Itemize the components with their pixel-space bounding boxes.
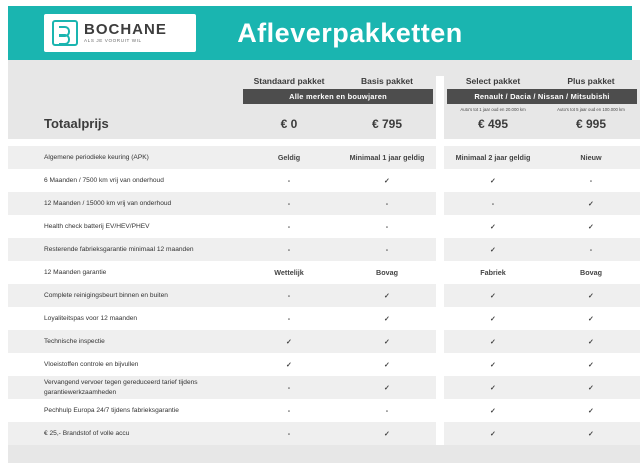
note-basis (338, 106, 436, 114)
footer-band-row (8, 445, 640, 463)
column-title-basis: Basis pakket (338, 76, 436, 89)
row-separator (436, 330, 444, 353)
page-title: Afleverpakketten (237, 17, 463, 48)
cell-value: - (240, 422, 338, 445)
feature-label: Vervangend vervoer tegen gereduceerd tarief tijdens garantiewerkzaamheden (8, 376, 240, 399)
row-separator (436, 376, 444, 399)
column-title-plus: Plus pakket (542, 76, 640, 89)
feature-label: Loyaliteitspas voor 12 maanden (8, 307, 240, 330)
subbar-empty-cell (8, 89, 240, 106)
cell-value: ✓ (338, 307, 436, 330)
cell-value: - (338, 399, 436, 422)
cell-value: ✓ (338, 284, 436, 307)
table-row (8, 353, 640, 376)
column-names-row (8, 76, 640, 89)
feature-label: Pechhulp Europa 24/7 tijdens fabrieksgarantie (8, 399, 240, 422)
cell-value: ✓ (542, 215, 640, 238)
cell-value: - (338, 192, 436, 215)
price-separator (436, 114, 444, 139)
row-separator (436, 353, 444, 376)
table-row (8, 261, 640, 284)
feature-label: 6 Maanden / 7500 km vrij van onderhoud (8, 169, 240, 192)
logo-tagline: ALS JE VOORUIT WIL (84, 38, 142, 44)
table-row (8, 146, 640, 169)
cell-value: Fabriek (444, 261, 542, 284)
cell-value: ✓ (338, 422, 436, 445)
table-row (8, 330, 640, 353)
feature-label: Technische inspectie (8, 330, 240, 353)
cell-value: - (240, 376, 338, 399)
row-separator (436, 215, 444, 238)
price-basis: € 795 (338, 114, 436, 139)
header-body-gap (8, 139, 640, 146)
subbar-select-label: Renault / Dacia / Nissan / Mitsubishi (447, 89, 637, 104)
column-title-select: Select pakket (444, 76, 542, 89)
table-row (8, 238, 640, 261)
column-subbars-row (8, 89, 640, 106)
cell-value: - (542, 169, 640, 192)
row-separator (436, 238, 444, 261)
note-standaard (240, 106, 338, 114)
cell-value: ✓ (444, 399, 542, 422)
cell-value: ✓ (444, 353, 542, 376)
cell-value: ✓ (542, 307, 640, 330)
row-separator (436, 307, 444, 330)
row-separator (436, 192, 444, 215)
cell-value: - (338, 238, 436, 261)
cell-value: - (240, 238, 338, 261)
cell-value: ✓ (542, 399, 640, 422)
cell-value: - (240, 169, 338, 192)
feature-label: Health check batterij EV/HEV/PHEV (8, 215, 240, 238)
cell-value: - (240, 399, 338, 422)
header-spacer-row (8, 60, 640, 76)
cell-value: Nieuw (542, 146, 640, 169)
cell-value: ✓ (542, 353, 640, 376)
column-notes-row (8, 106, 640, 114)
cell-value: - (240, 307, 338, 330)
table-row (8, 284, 640, 307)
feature-label: Resterende fabrieksgarantie minimaal 12 maanden (8, 238, 240, 261)
table-row (8, 215, 640, 238)
row-separator (436, 284, 444, 307)
cell-value: Wettelijk (240, 261, 338, 284)
note-select: Auto's tot 1 jaar oud en 20.000 km (444, 106, 542, 114)
cell-value: Minimaal 1 jaar geldig (338, 146, 436, 169)
feature-label: Complete reinigingsbeurt binnen en buiten (8, 284, 240, 307)
row-separator (436, 146, 444, 169)
feature-label: Algemene periodieke keuring (APK) (8, 146, 240, 169)
total-price-label: Totaalprijs (8, 114, 240, 139)
column-separator (436, 76, 444, 89)
cell-value: ✓ (444, 238, 542, 261)
cell-value: ✓ (542, 422, 640, 445)
cell-value: ✓ (444, 307, 542, 330)
feature-label: € 25,- Brandstof of volle accu (8, 422, 240, 445)
price-standaard: € 0 (240, 114, 338, 139)
cell-value: ✓ (444, 376, 542, 399)
cell-value: Bovag (542, 261, 640, 284)
cell-value: ✓ (542, 284, 640, 307)
header-empty-cell (8, 76, 240, 89)
subbar-select-cell (444, 89, 640, 106)
cell-value: - (444, 192, 542, 215)
table-body (8, 146, 640, 445)
cell-value: ✓ (542, 376, 640, 399)
row-separator (436, 169, 444, 192)
feature-label: 12 Maanden garantie (8, 261, 240, 284)
table-row (8, 376, 640, 399)
cell-value: - (240, 192, 338, 215)
feature-label: 12 Maanden / 15000 km vrij van onderhoud (8, 192, 240, 215)
cell-value: ✓ (338, 376, 436, 399)
page-header (8, 6, 632, 60)
table-footer (8, 445, 640, 463)
cell-value: - (542, 238, 640, 261)
cell-value: Geldig (240, 146, 338, 169)
cell-value: ✓ (542, 330, 640, 353)
price-select: € 495 (444, 114, 542, 139)
cell-value: Minimaal 2 jaar geldig (444, 146, 542, 169)
note-empty-cell (8, 106, 240, 114)
column-title-standaard: Standaard pakket (240, 76, 338, 89)
cell-value: ✓ (338, 169, 436, 192)
cell-value: ✓ (444, 330, 542, 353)
table-row (8, 422, 640, 445)
cell-value: ✓ (338, 330, 436, 353)
subbar-separator (436, 89, 444, 106)
row-separator (436, 261, 444, 284)
price-plus: € 995 (542, 114, 640, 139)
cell-value: ✓ (444, 422, 542, 445)
total-price-row (8, 114, 640, 139)
subbar-merken-label: Alle merken en bouwjaren (243, 89, 433, 104)
cell-value: - (240, 215, 338, 238)
cell-value: ✓ (444, 215, 542, 238)
cell-value: - (240, 284, 338, 307)
note-plus: Auto's tot 5 jaar oud en 100.000 km (542, 106, 640, 114)
cell-value: ✓ (542, 192, 640, 215)
cell-value: ✓ (240, 353, 338, 376)
table-row (8, 192, 640, 215)
cell-value: ✓ (338, 353, 436, 376)
logo-name: BOCHANE (84, 21, 167, 39)
cell-value: ✓ (240, 330, 338, 353)
subbar-merken-cell (240, 89, 436, 106)
cell-value: ✓ (444, 284, 542, 307)
packages-table (8, 60, 640, 463)
row-separator (436, 422, 444, 445)
row-separator (436, 399, 444, 422)
table-row (8, 307, 640, 330)
note-separator (436, 106, 444, 114)
table-header (8, 60, 640, 146)
feature-label: Vloeistoffen controle en bijvullen (8, 353, 240, 376)
cell-value: - (338, 215, 436, 238)
table-row (8, 169, 640, 192)
cell-value: ✓ (444, 169, 542, 192)
cell-value: Bovag (338, 261, 436, 284)
table-row (8, 399, 640, 422)
